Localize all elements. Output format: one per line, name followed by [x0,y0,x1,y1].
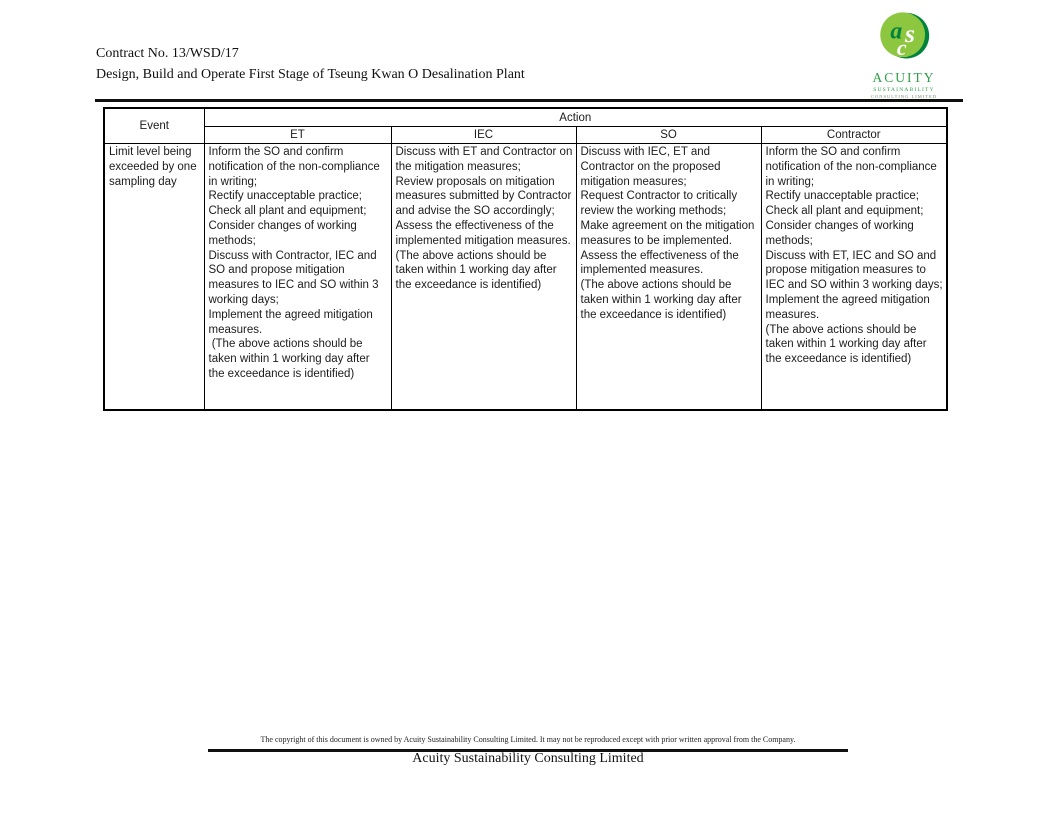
action-item: Assess the effectiveness of the implemented measures. [580,249,739,277]
column-header-et: ET [204,127,391,144]
document-title: Design, Build and Operate First Stage of Tseung Kwan O Desalination Plant [96,66,525,82]
column-header-so: SO [576,127,761,144]
action-item: Inform the SO and confirm notification of the non-compliance in writing; [208,146,380,188]
logo-tagline: SUSTAINABILITY [873,87,935,93]
logo-company-name: ACUITY [872,70,936,85]
action-item: Review proposals on mitigation measures submitted by Contractor and advise the SO accordingly; [395,175,572,218]
contract-number: Contract No. 13/WSD/17 [96,46,239,61]
action-item: Assess the effectiveness of the implemented mitigation measures. [395,219,571,247]
action-plan-table [103,107,948,411]
asc-logo-icon [877,18,932,68]
svg-text:a: a [889,18,902,45]
action-item: Discuss with ET, IEC and SO and propose mitigation measures to IEC and SO within 3 working days; [765,249,943,292]
action-cell-iec [391,144,576,411]
action-item: (The above actions should be taken within 1 working day after the exceedance is identified) [395,249,557,292]
svg-text:s: s [904,19,915,49]
action-item: Implement the agreed mitigation measures. [208,308,373,336]
action-cell-contractor [761,144,947,411]
action-item: Check all plant and equipment; [765,205,924,218]
action-item: Discuss with IEC, ET and Contractor on the proposed mitigation measures; [580,146,721,188]
svg-text:c: c [896,34,907,60]
column-header-iec: IEC [391,127,576,144]
document-header [96,44,525,85]
action-item: (The above actions should be taken within 1 working day after the exceedance is identified) [208,338,370,380]
action-item: Request Contractor to critically review the working methods; [580,190,738,218]
table-row [104,144,947,411]
column-header-contractor: Contractor [761,127,947,144]
event-cell: Limit level being exceeded by one sampling day [104,144,204,411]
action-item: Rectify unacceptable practice; [765,190,919,203]
action-group-header: Action [204,108,947,127]
action-item: Inform the SO and confirm notification of the non-compliance in writing; [765,146,937,188]
action-item: Discuss with Contractor, IEC and SO and propose mitigation measures to IEC and SO within 3 working days; [208,249,379,306]
action-item: Implement the agreed mitigation measures. [765,293,930,321]
action-item: Check all plant and equipment; [208,205,367,218]
action-item: Consider changes of working methods; [765,219,914,247]
action-cell-so [576,144,761,411]
action-item: Rectify unacceptable practice; [208,190,362,203]
action-item: Discuss with ET and Contractor on the mitigation measures; [395,146,573,173]
action-item: Make agreement on the mitigation measures to be implemented. [580,219,755,247]
footer-copyright-text: The copyright of this document is owned by Acuity Sustainability Consulting Limited. It may not be reproduced except with prior written approval from the Company. [260,735,796,744]
company-logo [868,11,940,99]
footer-company-name: Acuity Sustainability Consulting Limited [412,751,644,766]
action-cell-et [204,144,391,411]
logo-subtagline: CONSULTING LIMITED [871,94,937,99]
action-item: Consider changes of working methods; [208,219,357,247]
event-column-header: Event [104,108,204,144]
action-item: (The above actions should be taken within 1 working day after the exceedance is identified) [580,279,742,321]
header-divider-rule [95,99,963,102]
action-item: (The above actions should be taken within 1 working day after the exceedance is identified) [765,323,927,366]
